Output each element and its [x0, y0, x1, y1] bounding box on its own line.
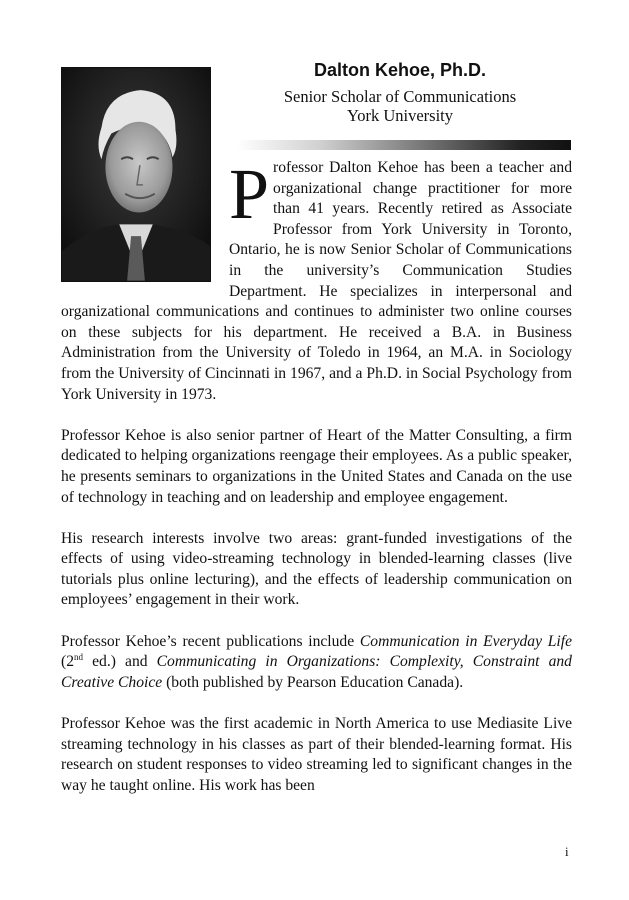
- bio-paragraph-4: Professor Kehoe’s recent publications include Communication in Everyday Life (2nd ed.) and Communicating in Organizations: Complexity, Constraint and Creative Choice (both published by Pearson Education Canada).: [61, 632, 572, 691]
- book-title-1: Communication in Everyday Life: [359, 632, 572, 650]
- bio-paragraph-5: Professor Kehoe was the first academic in North America to use Mediasite Live streaming technology in his classes as part of their blended-learning format. His research on student responses to video streaming led to significant changes in the way he taught online. His work has been: [61, 715, 572, 794]
- page-number: i: [565, 844, 569, 859]
- bio-paragraph-3: His research interests involve two areas: grant-funded investigations of the effects of using video-streaming technology in blended-learning classes (live tutorials plus online lecturing), and the effects of leadership communication on employees’ engagement in their work.: [61, 529, 572, 609]
- gradient-rule: [237, 140, 571, 150]
- photo-spacer: [61, 158, 229, 301]
- author-title: Senior Scholar of Communications: [283, 87, 517, 106]
- author-institution: York University: [346, 106, 454, 125]
- biography-text: [61, 154, 572, 817]
- bio-paragraph-2: Professor Kehoe is also senior partner of Heart of the Matter Consulting, a firm dedicated to helping organizations reengage their employees. As a public speaker, he presents seminars to organizations in the United States and Canada on the use of technology in teaching and on leadership and employee engagement.: [61, 426, 572, 506]
- author-name: Dalton Kehoe, Ph.D.: [313, 60, 486, 80]
- drop-cap: P: [229, 154, 270, 234]
- bio-paragraph-1: Professor Dalton Kehoe has been a teacher and organizational change practitioner for more than 41 years. Recently retired as Associate Professor from York University in Toronto, Ontario, he is now Senior Scholar of Communications in the university’s Communication Studies Department. He specializes in interpersonal and organizational communications and continues to administer two online courses on these subjects for his department. He received a B.A. in Business Administration from the University of Toledo in 1964, an M.A. in Sociology from the University of Cincinnati in 1967, and a Ph.D. in Social Psychology from York University in 1973.: [61, 154, 572, 403]
- book-title-2: Communicating in Organizations: Complexity, Constraint and Creative Choice: [61, 653, 572, 691]
